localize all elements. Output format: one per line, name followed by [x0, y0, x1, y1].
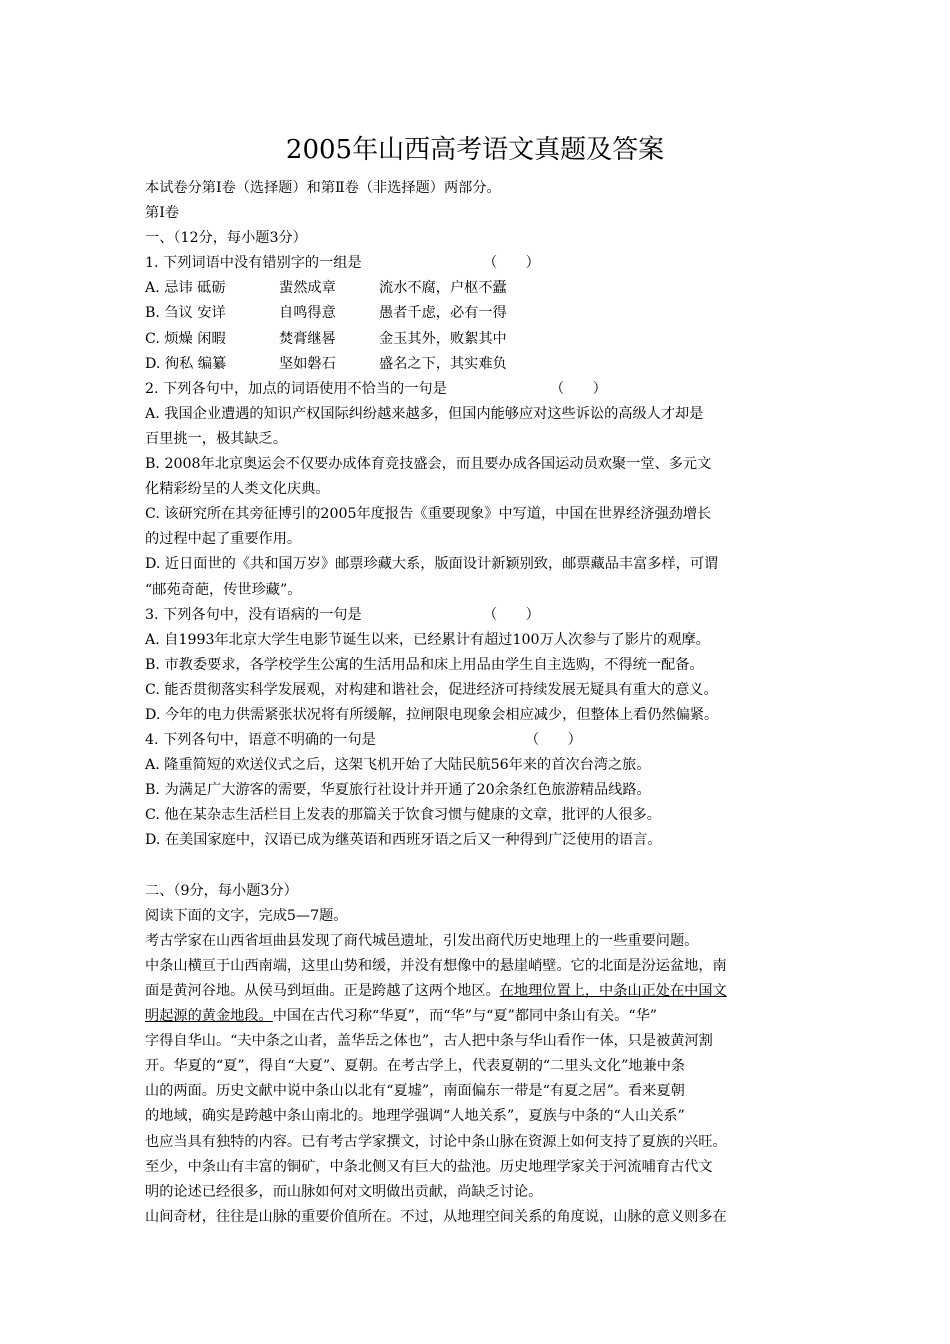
option-words: D. 徇私 编纂 [145, 355, 227, 372]
question-2-line: A. 我国企业遭遇的知识产权国际纠纷越来越多，但国内能够应对这些诉讼的高级人才却是 [145, 405, 704, 422]
question-2-stem [145, 377, 810, 402]
document-body [145, 176, 810, 1230]
answer-bracket: （ ） [483, 255, 540, 272]
option-idiom: 焚膏继晷 [279, 330, 336, 347]
option-idiom: 坚如磐石 [279, 355, 336, 372]
passage-line: 中条山横亘于山西南端，这里山势和缓，并没有想像中的悬崖峭壁。它的北面是汾运盆地，南 [145, 957, 727, 974]
question-2-line: C. 该研究所在其旁征博引的2005年度报告《重要现象》中写道，中国在世界经济强劲增长 [145, 506, 712, 523]
passage-line: 开。华夏的“夏”，得自“大夏”、夏朝。在考古学上，代表夏朝的“二里头文化”地兼中条 [145, 1058, 686, 1075]
reading-instruction: 阅读下面的文字，完成5—7题。 [145, 907, 348, 924]
option-proverb: 愚者千虑，必有一得 [379, 305, 507, 322]
question-2-line: 的过程中起了重要作用。 [145, 531, 302, 548]
question-1-option-b [145, 301, 810, 326]
passage-line [145, 979, 810, 1004]
option-proverb: 金玉其外，败絮其中 [379, 330, 507, 347]
question-4-stem [145, 728, 810, 753]
underlined-sentence: 明起源的黄金地段。 [145, 1008, 273, 1025]
question-1-option-a [145, 276, 810, 301]
question-4-line: D. 在美国家庭中，汉语已成为继英语和西班牙语之后又一种得到广泛使用的语言。 [145, 832, 662, 849]
part-heading: 第Ⅰ卷 [145, 205, 179, 222]
question-4-line: A. 隆重简短的欢送仪式之后，这架飞机开始了大陆民航56年来的首次台湾之旅。 [145, 757, 651, 774]
passage-line: 明的论述已经很多，而山脉如何对文明做出贡献，尚缺乏讨论。 [145, 1183, 543, 1200]
option-proverb: 盛名之下，其实难负 [379, 355, 507, 372]
option-words: C. 烦燥 闲暇 [145, 330, 226, 347]
question-4-line: B. 为满足广大游客的需要，华夏旅行社设计并开通了20余条红色旅游精品线路。 [145, 782, 651, 799]
question-2-line: “邮苑奇葩，传世珍藏”。 [145, 581, 302, 598]
question-3-stem [145, 603, 810, 628]
passage-line: 至少，中条山有丰富的铜矿，中条北侧又有巨大的盐池。历史地理学家关于河流哺育古代文 [145, 1158, 713, 1175]
question-2-line: B. 2008年北京奥运会不仅要办成体育竞技盛会，而且要办成各国运动员欢聚一堂、多元文 [145, 456, 712, 473]
underlined-sentence: 在地理位置上，中条山正处在中国文 [499, 983, 727, 999]
question-2-line: D. 近日面世的《共和国万岁》邮票珍藏大系，版面设计新颖别致，邮票藏品丰富多样，可谓 [145, 556, 719, 573]
section-heading-1: 一、（12分，每小题3分） [145, 230, 307, 247]
passage-line: 也应当具有独特的内容。已有考古学家撰文，讨论中条山脉在资源上如何支持了夏族的兴旺。 [145, 1133, 727, 1150]
passage-line: 山间奇材，往往是山脉的重要价值所在。不过，从地理空间关系的角度说，山脉的意义则多在 [145, 1208, 727, 1225]
option-words: A. 忌讳 砥砺 [145, 280, 226, 297]
passage-line: 考古学家在山西省垣曲县发现了商代城邑遗址，引发出商代历史地理上的一些重要问题。 [145, 932, 699, 949]
answer-bracket: （ ） [525, 732, 582, 749]
passage-line: 的地域，确实是跨越中条山南北的。地理学强调“人地关系”，夏族与中条的“人山关系” [145, 1108, 685, 1125]
page-title: 2005年山西高考语文真题及答案 [285, 135, 665, 165]
question-3-line: B. 市教委要求，各学校学生公寓的生活用品和床上用品由学生自主选购，不得统一配备。 [145, 656, 704, 673]
question-1-stem [145, 251, 810, 276]
passage-line: 字得自华山。“夫中条之山者，盖华岳之体也”，古人把中条与华山看作一体，只是被黄河割 [145, 1033, 713, 1050]
option-proverb: 流水不腐，户枢不蠹 [379, 280, 507, 297]
intro-text: 本试卷分第Ⅰ卷（选择题）和第Ⅱ卷（非选择题）两部分。 [145, 180, 501, 196]
option-words: B. 刍议 安详 [145, 305, 226, 322]
passage-line: 山的两面。历史文献中说中条山以北有“夏墟”，南面偏东一带是“有夏之居”。看来夏朝 [145, 1083, 685, 1100]
question-3-text: 3. 下列各句中，没有语病的一句是 [145, 606, 362, 623]
option-idiom: 自鸣得意 [279, 305, 336, 322]
section-heading-2: 二、（9分，每小题3分） [145, 882, 298, 899]
option-idiom: 蜚然成章 [279, 280, 336, 297]
question-2-text: 2. 下列各句中，加点的词语使用不恰当的一句是 [145, 380, 447, 397]
question-1-text: 1. 下列词语中没有错别字的一组是 [145, 255, 362, 272]
question-4-text: 4. 下列各句中，语意不明确的一句是 [145, 732, 376, 749]
blank-line [145, 854, 810, 879]
question-2-line: 百里挑一，极其缺乏。 [145, 430, 287, 447]
answer-bracket: （ ） [550, 380, 607, 397]
passage-line [145, 1004, 810, 1029]
answer-bracket: （ ） [483, 606, 540, 623]
question-4-line: C. 他在某杂志生活栏目上发表的那篇关于饮食习惯与健康的文章，批评的人很多。 [145, 807, 661, 824]
question-2-line: 化精彩纷呈的人类文化庆典。 [145, 481, 330, 498]
question-1-option-c [145, 327, 810, 352]
question-3-line: A. 自1993年北京大学生电影节诞生以来，已经累计有超过100万人次参与了影片的观摩。 [145, 631, 710, 648]
passage-text: 中国在古代习称“华夏”，而“华”与“夏”都同中条山有关。“华” [272, 1008, 658, 1025]
question-1-option-d [145, 352, 810, 377]
question-3-line: D. 今年的电力供需紧张状况将有所缓解，拉闸限电现象会相应减少，但整体上看仍然偏紧。 [145, 706, 719, 723]
question-3-line: C. 能否贯彻落实科学发展观，对构建和谐社会，促进经济可持续发展无疑具有重大的意义。 [145, 681, 718, 698]
passage-text: 面是黄河谷地。从侯马到垣曲。正是跨越了这两个地区。 [145, 983, 500, 999]
